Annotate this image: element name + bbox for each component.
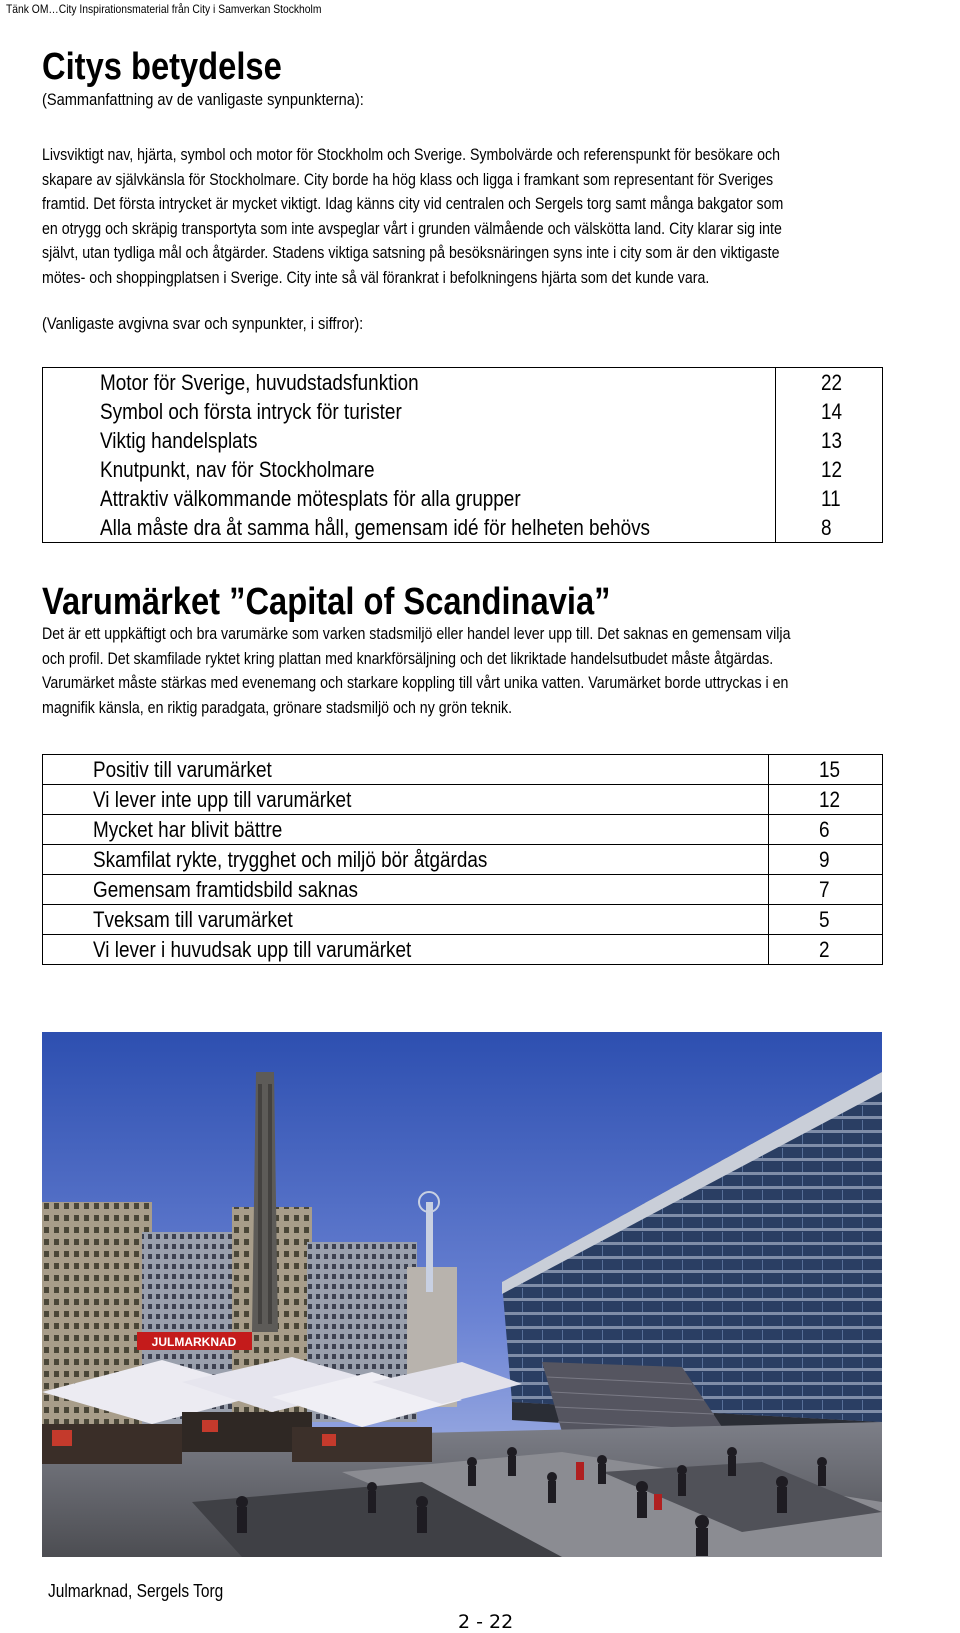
table-cell-label: Vi lever i huvudsak upp till varumärket bbox=[43, 935, 769, 965]
paragraph-line: Varumärket måste stärkas med evenemang och starkare koppling till vårt unika vatten. Varumärket borde uttryckas i en bbox=[42, 674, 789, 692]
table-row bbox=[43, 905, 883, 935]
table-row bbox=[43, 935, 883, 965]
table-cell-label: Alla måste dra åt samma håll, gemensam idé för helheten behövs bbox=[43, 513, 776, 543]
table-cell-label: Positiv till varumärket bbox=[43, 755, 769, 785]
table-cell-value: 8 bbox=[776, 513, 883, 543]
paragraph-varumarket bbox=[42, 622, 790, 720]
table-row bbox=[43, 397, 883, 426]
page-number: 2 - 22 bbox=[458, 1611, 514, 1633]
table-cell-label: Mycket har blivit bättre bbox=[43, 815, 769, 845]
table-cell-label: Gemensam framtidsbild saknas bbox=[43, 875, 769, 905]
table-cell-label: Attraktiv välkommande mötesplats för alla grupper bbox=[43, 484, 776, 513]
table-cell-value: 13 bbox=[776, 426, 883, 455]
table-row bbox=[43, 368, 883, 398]
paragraph-line: framtid. Det första intrycket är mycket viktigt. Idag känns city vid centralen och Sergels torg samt många bakgator som bbox=[42, 195, 784, 213]
section-title-varumarket: Varumärket ”Capital of Scandinavia” bbox=[42, 581, 611, 623]
table-cell-label: Motor för Sverige, huvudstadsfunktion bbox=[43, 368, 776, 398]
photo-caption: Julmarknad, Sergels Torg bbox=[48, 1581, 224, 1601]
table-row bbox=[43, 815, 883, 845]
table-cell-value: 5 bbox=[769, 905, 883, 935]
table-cell-label: Symbol och första intryck för turister bbox=[43, 397, 776, 426]
table-cell-label: Tveksam till varumärket bbox=[43, 905, 769, 935]
paragraph-line: och profil. Det skamfilade ryktet kring plattan med knarkförsäljning och det likriktade handelsutbudet måste åtgärdas. bbox=[42, 649, 774, 668]
table-cell-label: Vi lever inte upp till varumärket bbox=[43, 785, 769, 815]
table-row bbox=[43, 455, 883, 484]
table-row bbox=[43, 755, 883, 785]
julmarknad-sign-text: JULMARKNAD bbox=[151, 1335, 237, 1349]
table-cell-label: Viktig handelsplats bbox=[43, 426, 776, 455]
counts-caption: (Vanligaste avgivna svar och synpunkter, i siffror): bbox=[42, 314, 364, 333]
table-row bbox=[43, 484, 883, 513]
paragraph-line: skapare av självkänsla för Stockholmare. City borde ha hög klass och ligga i framkant som representant för Sveriges bbox=[42, 170, 774, 189]
paragraph-citys-betydelse bbox=[42, 143, 783, 290]
paragraph-line: Det är ett uppkäftigt och bra varumärke som varken stadsmiljö eller handel lever upp till. Det saknas en gemensam vilja bbox=[42, 625, 791, 643]
section-title-citys-betydelse: Citys betydelse bbox=[42, 46, 282, 88]
stats-table-citys-betydelse bbox=[42, 367, 883, 543]
table-cell-value: 11 bbox=[776, 484, 883, 513]
table-row bbox=[43, 785, 883, 815]
section-subtitle: (Sammanfattning av de vanligaste synpunkterna): bbox=[42, 90, 364, 109]
table-row bbox=[43, 513, 883, 543]
table-cell-value: 6 bbox=[769, 815, 883, 845]
paragraph-line: magnifik känsla, en riktig paradgata, grönare stadsmiljö och ny grön teknik. bbox=[42, 698, 513, 717]
table-cell-value: 7 bbox=[769, 875, 883, 905]
running-header: Tänk OM…City Inspirationsmaterial från City i Samverkan Stockholm bbox=[6, 2, 322, 16]
table-cell-value: 15 bbox=[769, 755, 883, 785]
table-cell-value: 12 bbox=[776, 455, 883, 484]
table-cell-value: 9 bbox=[769, 845, 883, 875]
table-row bbox=[43, 875, 883, 905]
table-cell-value: 2 bbox=[769, 935, 883, 965]
stats-table-varumarket bbox=[42, 754, 883, 965]
table-cell-value: 12 bbox=[769, 785, 883, 815]
table-row bbox=[43, 845, 883, 875]
photo-sergels-torg bbox=[42, 1032, 882, 1557]
paragraph-line: självt, utan tydliga mål och åtgärder. Stadens viktiga satsning på besöksnäringen syns inte i city som är den viktigaste bbox=[42, 244, 780, 262]
table-row bbox=[43, 426, 883, 455]
paragraph-line: en otrygg och skräpig transportyta som inte avspeglar vårt i grunden välmående och välskötta land. City klarar sig inte bbox=[42, 219, 782, 238]
paragraph-line: Livsviktigt nav, hjärta, symbol och motor för Stockholm och Sverige. Symbolvärde och referenspunkt för besökare och bbox=[42, 146, 780, 164]
table-cell-label: Knutpunkt, nav för Stockholmare bbox=[43, 455, 776, 484]
table-cell-value: 14 bbox=[776, 397, 883, 426]
photo-illustration bbox=[42, 1032, 882, 1557]
paragraph-line: mötes- och shoppingplatsen i Sverige. City inte så väl förankrat i befolkningens hjärta som det kunde vara. bbox=[42, 268, 710, 287]
table-cell-label: Skamfilat rykte, trygghet och miljö bör åtgärdas bbox=[43, 845, 769, 875]
table-cell-value: 22 bbox=[776, 368, 883, 398]
